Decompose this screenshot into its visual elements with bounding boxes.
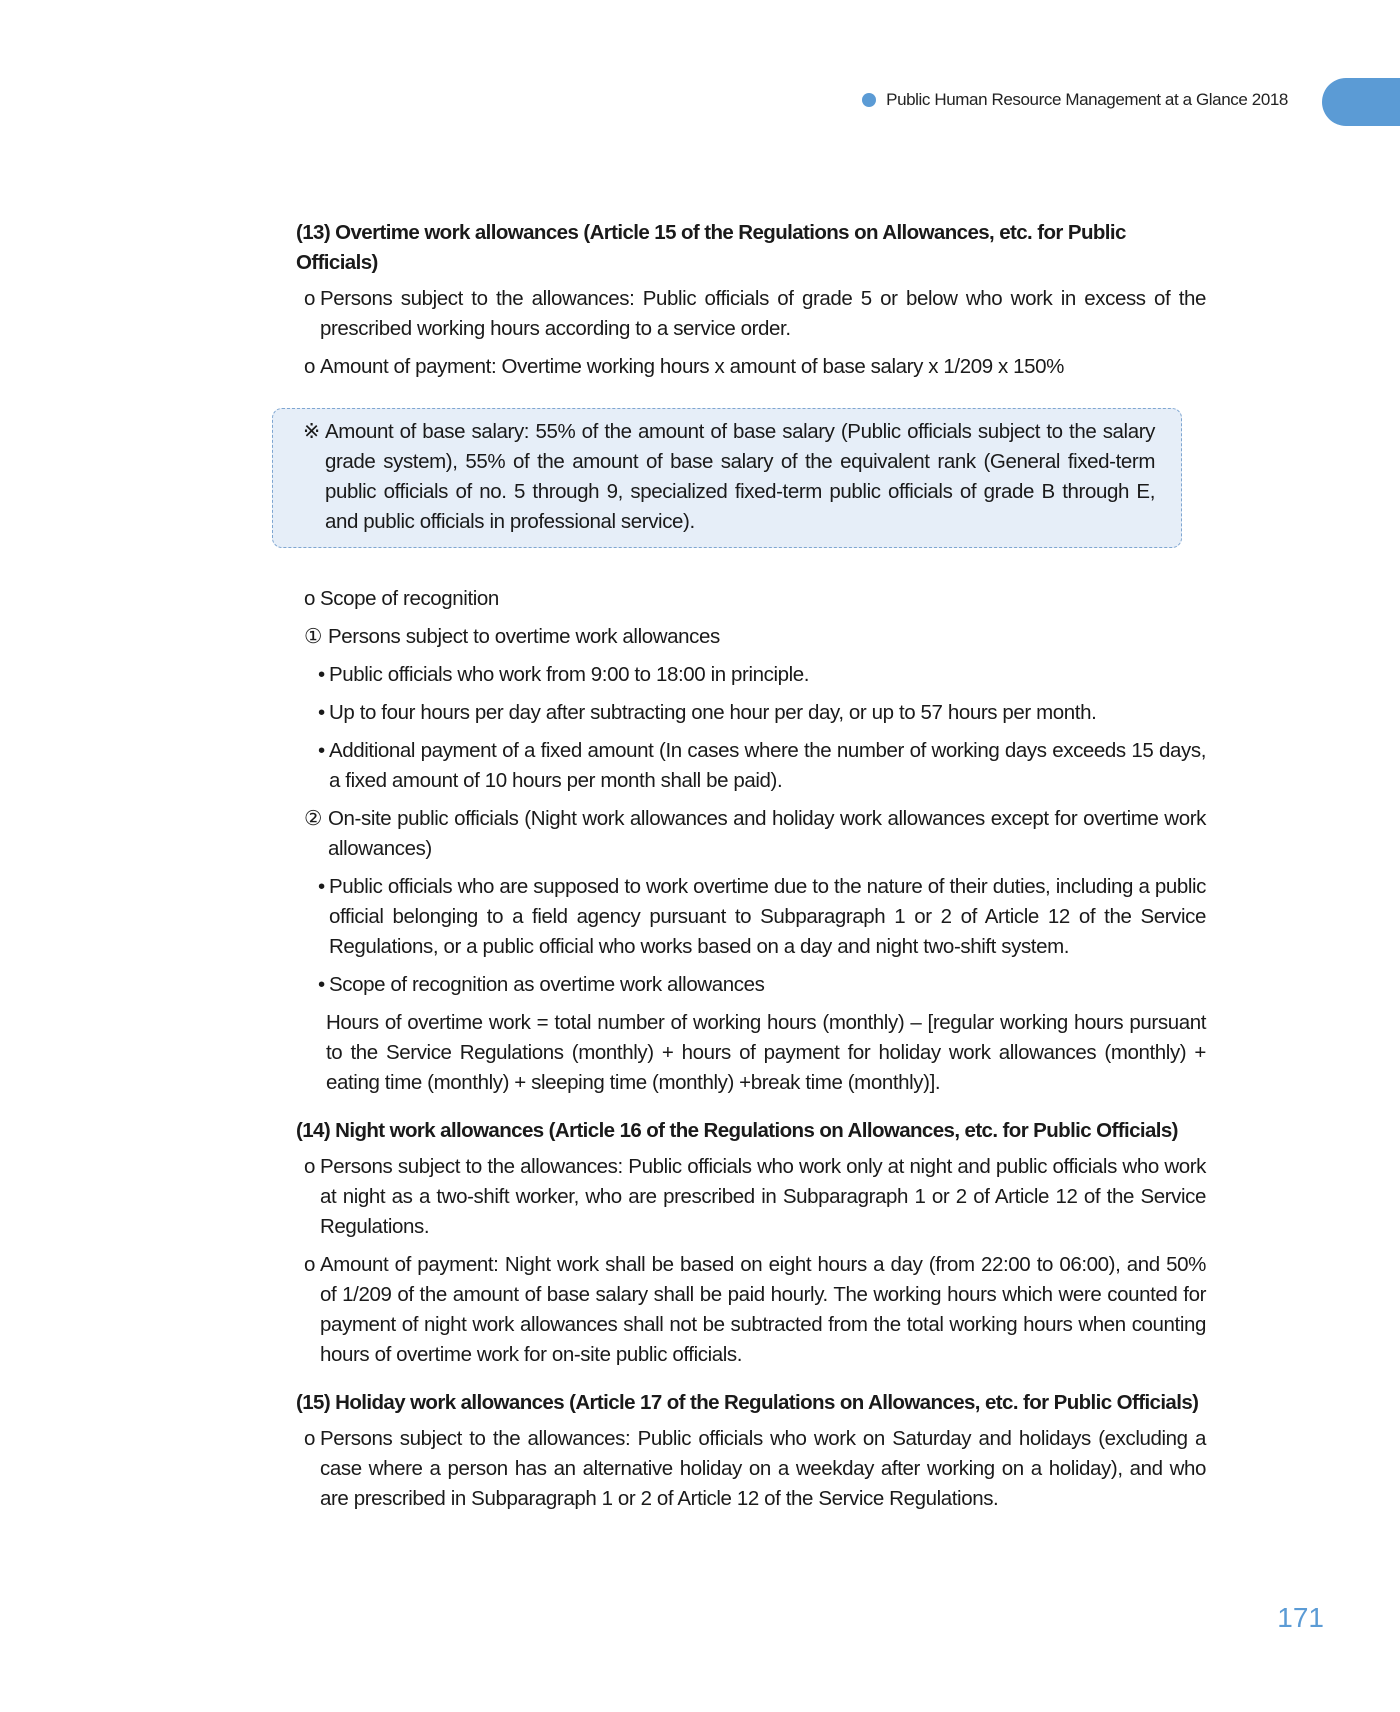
header-tab-decoration [1322, 78, 1400, 126]
circle-bullet-icon: o [304, 1427, 316, 1450]
scope-item-2-bullet-1: Public officials who are supposed to work overtime due to the nature of their duties, including a public official belonging to a field agency pursuant to Subparagraph 1 or 2 of Article 12 of the Service Regulations, or a public official who works based on a day and night two-shift system. [329, 875, 1206, 958]
reference-mark-icon: ※ [303, 420, 320, 443]
list-item [318, 970, 1206, 1000]
circled-one-icon: ① [304, 625, 322, 648]
page-number: 171 [1277, 1602, 1324, 1633]
list-item [304, 284, 1206, 344]
list-item [304, 352, 1206, 382]
scope-item-1-bullet-2: Up to four hours per day after subtracting one hour per day, or up to 57 hours per month. [329, 701, 1097, 724]
circled-two-icon: ② [304, 807, 322, 830]
running-header [862, 90, 1288, 110]
scope-item-1-bullet-1: Public officials who work from 9:00 to 18:00 in principle. [329, 663, 810, 686]
scope-item-1: Persons subject to overtime work allowances [328, 625, 720, 648]
circle-bullet-icon: o [304, 355, 316, 378]
list-item [318, 872, 1206, 962]
note-item [303, 417, 1155, 537]
header-dot-icon [862, 93, 876, 107]
list-item [304, 584, 1206, 614]
list-item [304, 1152, 1206, 1242]
list-item [318, 660, 1206, 690]
page-content [296, 218, 1206, 1522]
list-item [318, 698, 1206, 728]
circle-bullet-icon: o [304, 587, 316, 610]
list-item [304, 1250, 1206, 1370]
overtime-formula: Hours of overtime work = total number of working hours (monthly) – [regular working hours pursuant to the Service Regulations (monthly) + hours of payment for holiday work allowances (monthly) + eating time (monthly) + sleeping time (monthly) +break time (monthly)]. [326, 1011, 1206, 1094]
section-15-title: (15) Holiday work allowances (Article 17 of the Regulations on Allowances, etc. for Public Officials) [296, 1391, 1199, 1414]
scope-item-1-bullet-3: Additional payment of a fixed amount (In cases where the number of working days exceeds 15 days, a fixed amount of 10 hours per month shall be paid). [329, 739, 1206, 792]
list-item [304, 622, 1206, 652]
note-box [272, 408, 1182, 548]
section-15-persons: Persons subject to the allowances: Public officials who work on Saturday and holidays (excluding a case where a person has an alternative holiday on a weekday after working on a holiday), and who are prescribed in Subparagraph 1 or 2 of Article 12 of the Service Regulations. [320, 1427, 1206, 1510]
bullet-icon: • [318, 739, 325, 762]
bullet-icon: • [318, 973, 325, 996]
section-13-amount: Amount of payment: Overtime working hours x amount of base salary x 1/209 x 150% [320, 355, 1064, 378]
circle-bullet-icon: o [304, 1253, 316, 1276]
scope-item-2: On-site public officials (Night work allowances and holiday work allowances except for overtime work allowances) [328, 807, 1206, 860]
scope-item-2-bullet-2: Scope of recognition as overtime work allowances [329, 973, 765, 996]
section-14-amount: Amount of payment: Night work shall be based on eight hours a day (from 22:00 to 06:00), and 50% of 1/209 of the amount of base salary shall be paid hourly. The working hours which were counted for payment of night work allowances shall not be subtracted from the total working hours when counting hours of overtime work for on-site public officials. [320, 1253, 1206, 1366]
list-item [304, 804, 1206, 864]
section-14-persons: Persons subject to the allowances: Public officials who work only at night and public officials who work at night as a two-shift worker, who are prescribed in Subparagraph 1 or 2 of Article 12 of the Service Regulations. [320, 1155, 1206, 1238]
bullet-icon: • [318, 701, 325, 724]
section-13-title: (13) Overtime work allowances (Article 15 of the Regulations on Allowances, etc. for Public Officials) [296, 221, 1126, 274]
circle-bullet-icon: o [304, 287, 316, 310]
scope-heading: Scope of recognition [320, 587, 499, 610]
list-item [318, 736, 1206, 796]
header-title: Public Human Resource Management at a Glance 2018 [886, 90, 1288, 109]
circle-bullet-icon: o [304, 1155, 316, 1178]
section-14-title: (14) Night work allowances (Article 16 of the Regulations on Allowances, etc. for Public Officials) [296, 1119, 1178, 1142]
note-text: Amount of base salary: 55% of the amount of base salary (Public officials subject to the salary grade system), 55% of the amount of base salary of the equivalent rank (General fixed-term public officials of no. 5 through 9, specialized fixed-term public officials of grade B through E, and public officials in professional service). [325, 420, 1155, 533]
section-13-persons: Persons subject to the allowances: Public officials of grade 5 or below who work in excess of the prescribed working hours according to a service order. [320, 287, 1206, 340]
bullet-icon: • [318, 663, 325, 686]
bullet-icon: • [318, 875, 325, 898]
list-item [304, 1424, 1206, 1514]
